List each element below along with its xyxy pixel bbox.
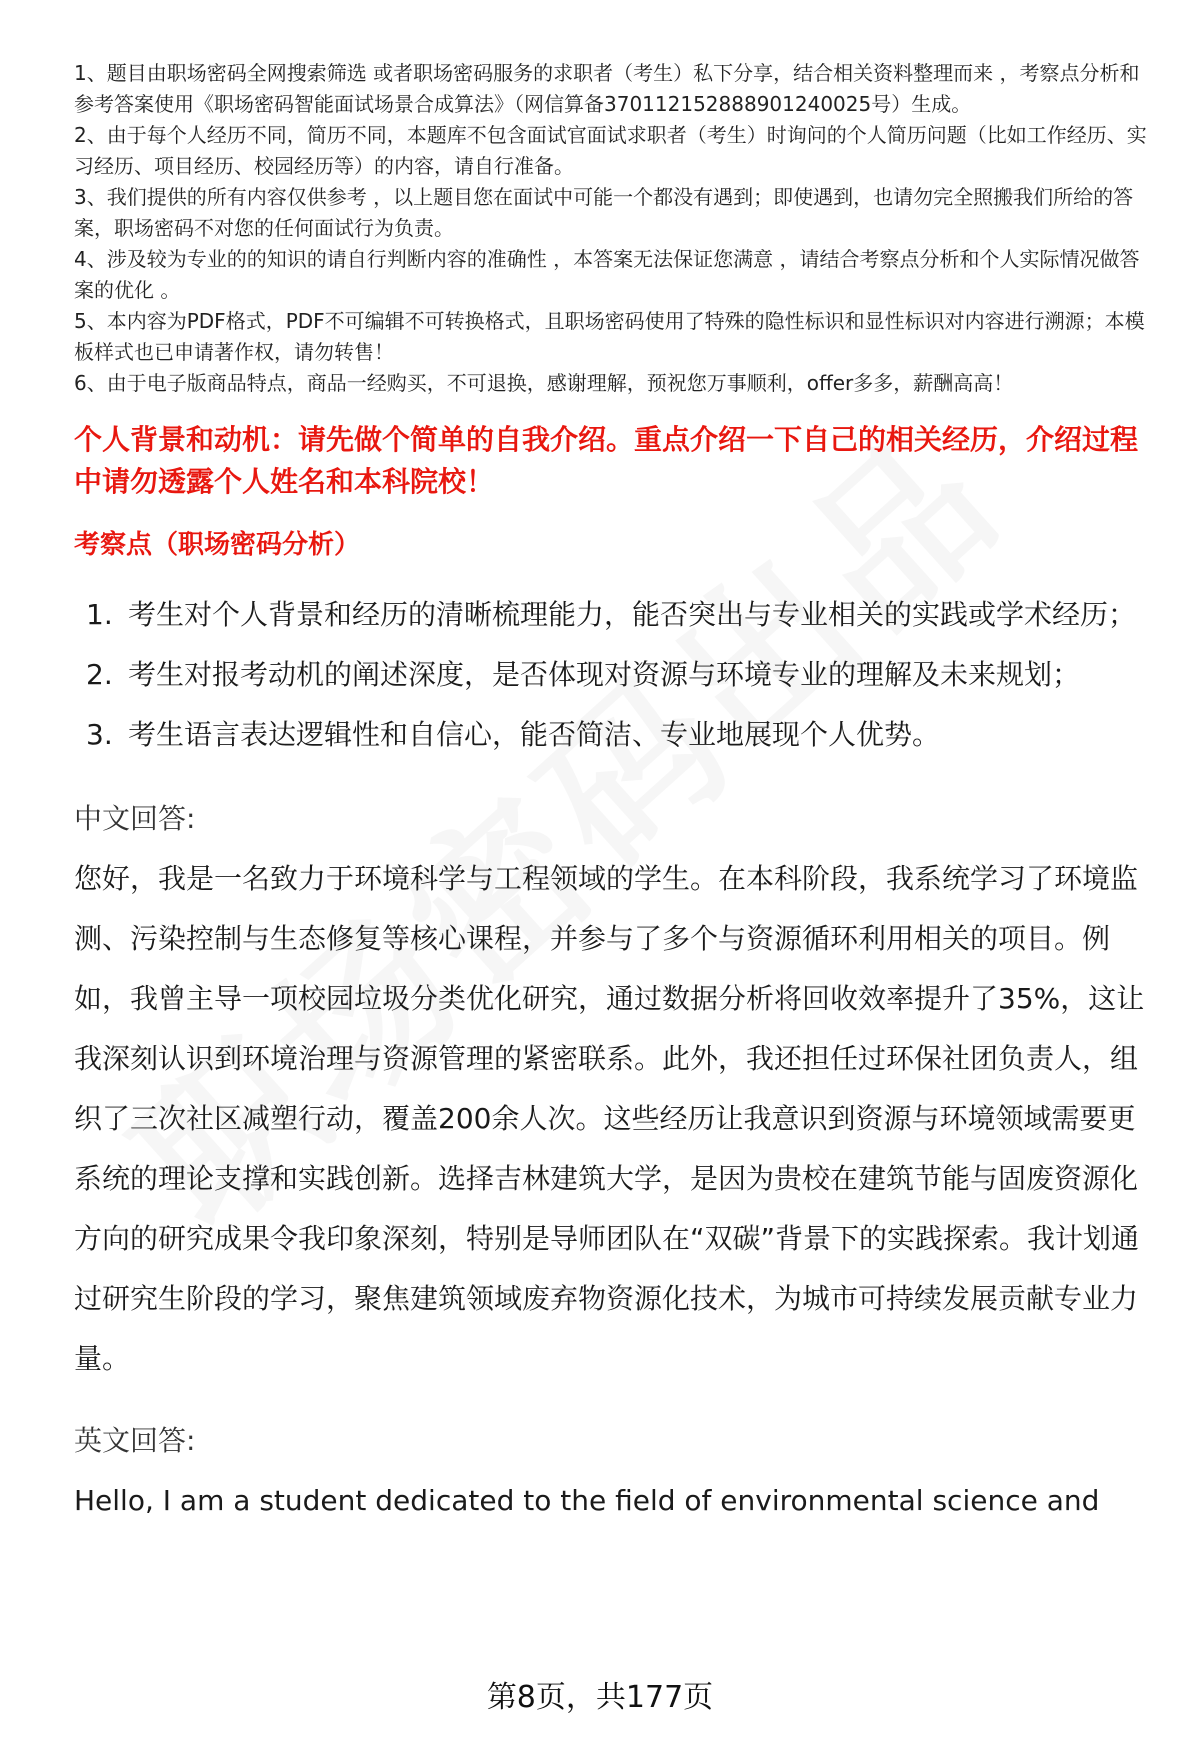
list-number: 2.	[86, 658, 113, 691]
list-item	[74, 585, 1154, 645]
list-item-text: 考生对报考动机的阐述深度，是否体现对资源与环境专业的理解及未来规划；	[128, 658, 1081, 691]
disclaimer-notice	[74, 58, 1154, 399]
notice-item-6: 6、由于电子版商品特点，商品一经购买，不可退换，感谢理解，预祝您万事顺利，offer多多，薪酬高高！	[74, 371, 1014, 395]
page-number-footer: 第8页，共177页	[486, 1680, 714, 1715]
notice-item-3: 3、我们提供的所有内容仅供参考 ，以上题目您在面试中可能一个都没有遇到；即使遇到，也请勿完全照搬我们所给的答案，职场密码不对您的任何面试行为负责。	[74, 185, 1134, 240]
list-number: 3.	[86, 718, 113, 751]
document-page	[74, 58, 1154, 1531]
interview-question: 个人背景和动机：请先做个简单的自我介绍。重点介绍一下自己的相关经历，介绍过程中请勿透露个人姓名和本科院校！	[74, 423, 1139, 498]
list-number: 1.	[86, 598, 113, 631]
analysis-points-list	[74, 585, 1154, 765]
notice-item-4: 4、涉及较为专业的的知识的请自行判断内容的准确性 ，本答案无法保证您满意 ，请结合考察点分析和个人实际情况做答案的优化 。	[74, 247, 1140, 302]
list-item-text: 考生对个人背景和经历的清晰梳理能力，能否突出与专业相关的实践或学术经历；	[128, 598, 1137, 631]
analysis-title: 考察点（职场密码分析）	[74, 530, 361, 560]
list-item-text: 考生语言表达逻辑性和自信心，能否简洁、专业地展现个人优势。	[128, 718, 941, 751]
notice-item-1: 1、题目由职场密码全网搜索筛选 或者职场密码服务的求职者（考生）私下分享，结合相关资料整理而来 ，考察点分析和参考答案使用《职场密码智能面试场景合成算法》（网信算备370112152888901240025号）生成。	[74, 61, 1140, 116]
notice-item-2: 2、由于每个人经历不同，简历不同，本题库不包含面试官面试求职者（考生）时询问的个人简历问题（比如工作经历、实习经历、项目经历、校园经历等）的内容，请自行准备。	[74, 123, 1147, 178]
chinese-answer-label: 中文回答:	[74, 802, 196, 835]
english-answer-text: Hello, I am a student dedicated to the field of environmental science and	[74, 1484, 1100, 1517]
notice-item-5: 5、本内容为PDF格式，PDF不可编辑不可转换格式，且职场密码使用了特殊的隐性标识和显性标识对内容进行溯源；本模板样式也已申请著作权，请勿转售！	[74, 309, 1145, 364]
chinese-answer-text: 您好，我是一名致力于环境科学与工程领域的学生。在本科阶段，我系统学习了环境监测、污染控制与生态修复等核心课程，并参与了多个与资源循环利用相关的项目。例如，我曾主导一项校园垃圾分类优化研究，通过数据分析将回收效率提升了35%，这让我深刻认识到环境治理与资源管理的紧密联系。此外，我还担任过环保社团负责人，组织了三次社区减塑行动，覆盖200余人次。这些经历让我意识到资源与环境领域需要更系统的理论支撑和实践创新。选择吉林建筑大学，是因为贵校在建筑节能与固废资源化方向的研究成果令我印象深刻，特别是导师团队在“双碳”背景下的实践探索。我计划通过研究生阶段的学习，聚焦建筑领域废弃物资源化技术，为城市可持续发展贡献专业力量。	[74, 862, 1145, 1375]
list-item	[74, 645, 1154, 705]
list-item	[74, 705, 1154, 765]
english-answer-label: 英文回答:	[74, 1424, 196, 1457]
